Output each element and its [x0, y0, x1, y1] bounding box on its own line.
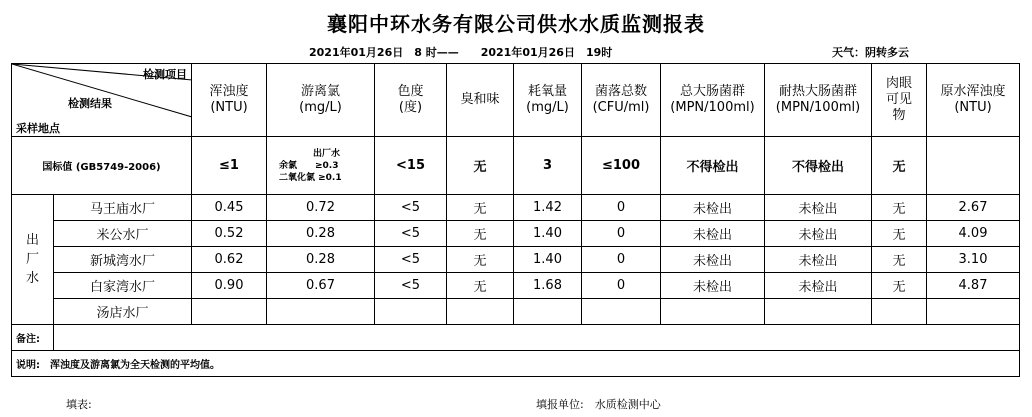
- plant-name: 汤店水厂: [54, 299, 192, 325]
- std-chlorine: 出厂水 余氯 ≥0.3 二氧化氯 ≥0.1: [267, 137, 375, 195]
- cell-odor: 无: [447, 221, 514, 247]
- cell-free-chlorine: 0.72: [267, 195, 375, 221]
- plant-name: 白家湾水厂: [54, 273, 192, 299]
- standard-label: 国标值 (GB5749-2006): [12, 137, 192, 195]
- cell-cod: 1.40: [514, 221, 582, 247]
- cell-thermo-coliform: 未检出: [765, 273, 872, 299]
- note-row: [12, 351, 1020, 377]
- std-raw-turbidity: [927, 137, 1020, 195]
- std-cod: 3: [514, 137, 582, 195]
- cell-colony: [582, 299, 661, 325]
- table-row: [12, 195, 1020, 221]
- cell-coliform: 未检出: [661, 247, 765, 273]
- cell-turbidity: [192, 299, 267, 325]
- cell-coliform: 未检出: [661, 195, 765, 221]
- remarks-label: 备注:: [12, 325, 54, 351]
- weather: 天气：阴转多云: [832, 46, 909, 59]
- date-range: 2021年01月26日 8 时—— 2021年01月26日 19时: [309, 46, 613, 59]
- cell-thermo-coliform: [765, 299, 872, 325]
- remarks-value: [54, 325, 1020, 351]
- table-row: [12, 221, 1020, 247]
- plant-name: 马王庙水厂: [54, 195, 192, 221]
- cell-colony: 0: [582, 221, 661, 247]
- cell-turbidity: 0.62: [192, 247, 267, 273]
- cell-colony: 0: [582, 195, 661, 221]
- cell-odor: 无: [447, 273, 514, 299]
- col-raw-turbidity: 原水浑浊度 (NTU): [927, 64, 1020, 137]
- cell-color: <5: [375, 195, 447, 221]
- col-free-chlorine: 游离氯 (mg/L): [267, 64, 375, 137]
- cell-color: <5: [375, 273, 447, 299]
- cell-odor: 无: [447, 195, 514, 221]
- diag-result: 检测结果: [68, 97, 112, 110]
- cell-cod: 1.68: [514, 273, 582, 299]
- cell-thermo-coliform: 未检出: [765, 221, 872, 247]
- cell-visible: 无: [872, 273, 927, 299]
- std-colony: ≤100: [582, 137, 661, 195]
- footer-unit: 填报单位: 水质检测中心: [536, 398, 661, 411]
- std-odor: 无: [447, 137, 514, 195]
- cell-thermo-coliform: 未检出: [765, 195, 872, 221]
- report-title: 襄阳中环水务有限公司供水水质监测报表: [327, 12, 705, 36]
- cell-thermo-coliform: 未检出: [765, 247, 872, 273]
- footer-fill: 填表:: [66, 398, 92, 411]
- cell-cod: 1.40: [514, 247, 582, 273]
- col-odor: 臭和味: [447, 64, 514, 137]
- cell-free-chlorine: 0.28: [267, 247, 375, 273]
- note-text: 说明: 浑浊度及游离氯为全天检测的平均值。: [12, 351, 1020, 377]
- col-turbidity: 浑浊度 (NTU): [192, 64, 267, 137]
- plant-name: 米公水厂: [54, 221, 192, 247]
- std-visible: 无: [872, 137, 927, 195]
- cell-visible: 无: [872, 221, 927, 247]
- group-label: 出厂水: [12, 195, 54, 325]
- cell-visible: 无: [872, 195, 927, 221]
- cell-free-chlorine: [267, 299, 375, 325]
- col-colony: 菌落总数 (CFU/ml): [582, 64, 661, 137]
- water-quality-table: [11, 63, 1020, 377]
- header-row: [12, 64, 1020, 137]
- cell-raw-turbidity: 2.67: [927, 195, 1020, 221]
- std-thermo: 不得检出: [765, 137, 872, 195]
- cell-turbidity: 0.52: [192, 221, 267, 247]
- col-color: 色度 (度): [375, 64, 447, 137]
- std-coliform: 不得检出: [661, 137, 765, 195]
- cell-color: [375, 299, 447, 325]
- cell-colony: 0: [582, 247, 661, 273]
- table-row: [12, 299, 1020, 325]
- cell-raw-turbidity: 4.87: [927, 273, 1020, 299]
- diag-item: 检测项目: [143, 68, 187, 81]
- table-row: [12, 273, 1020, 299]
- diagonal-header: [12, 64, 192, 137]
- col-coliform: 总大肠菌群 (MPN/100ml): [661, 64, 765, 137]
- cell-raw-turbidity: 4.09: [927, 221, 1020, 247]
- cell-cod: [514, 299, 582, 325]
- remarks-row: [12, 325, 1020, 351]
- standard-row: [12, 137, 1020, 195]
- plant-name: 新城湾水厂: [54, 247, 192, 273]
- cell-odor: 无: [447, 247, 514, 273]
- cell-turbidity: 0.45: [192, 195, 267, 221]
- std-color: <15: [375, 137, 447, 195]
- cell-free-chlorine: 0.67: [267, 273, 375, 299]
- cell-coliform: 未检出: [661, 221, 765, 247]
- col-visible: 肉眼可见物: [872, 64, 927, 137]
- cell-colony: 0: [582, 273, 661, 299]
- cell-cod: 1.42: [514, 195, 582, 221]
- std-turbidity: ≤1: [192, 137, 267, 195]
- cell-coliform: 未检出: [661, 273, 765, 299]
- cell-color: <5: [375, 221, 447, 247]
- cell-raw-turbidity: [927, 299, 1020, 325]
- cell-coliform: [661, 299, 765, 325]
- cell-visible: [872, 299, 927, 325]
- cell-raw-turbidity: 3.10: [927, 247, 1020, 273]
- cell-color: <5: [375, 247, 447, 273]
- cell-turbidity: 0.90: [192, 273, 267, 299]
- table-row: [12, 247, 1020, 273]
- cell-visible: 无: [872, 247, 927, 273]
- cell-odor: [447, 299, 514, 325]
- col-cod: 耗氧量 (mg/L): [514, 64, 582, 137]
- col-thermo-coliform: 耐热大肠菌群 (MPN/100ml): [765, 64, 872, 137]
- cell-free-chlorine: 0.28: [267, 221, 375, 247]
- diag-location: 采样地点: [16, 122, 60, 135]
